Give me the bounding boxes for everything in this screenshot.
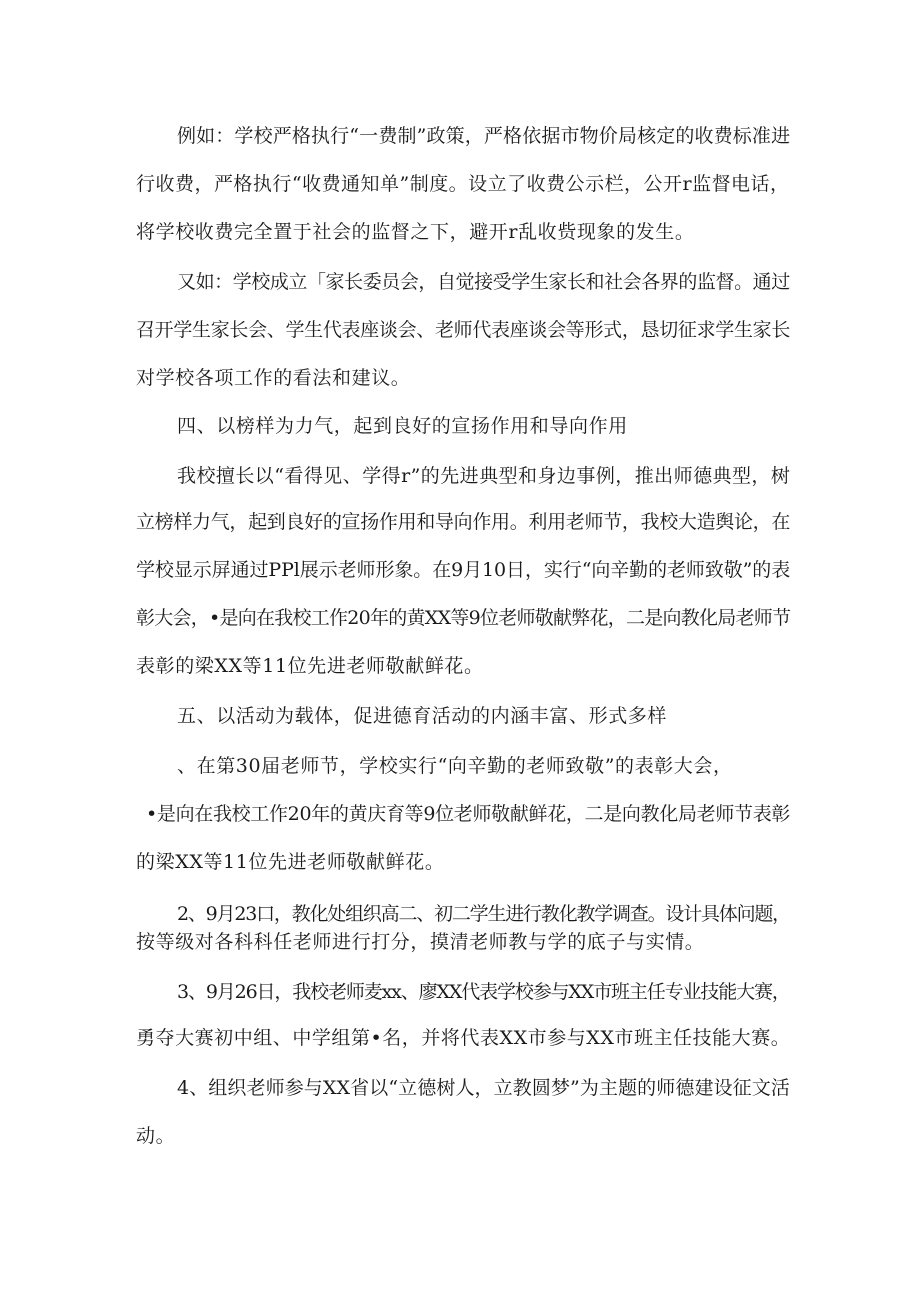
text-line: 2、9月23口，教化处组织高二、初二学生进行教化教学调查。设计具体问题， (177, 903, 790, 925)
text-line: •是向在我校工作20年的黄庆育等9位老师敬献鲜花，二是向教化局老师节表彰 (146, 803, 791, 825)
section-heading: 四、以榜样为力气，起到良好的宣扬作用和导向作用 (177, 415, 628, 437)
text-line: 勇夺大赛初中组、中学组第•名，并将代表XX市参与XX市班主任技能大赛。 (136, 1027, 791, 1049)
text-line: 3、9月26日，我校老师麦xx、廖XX代表学校参与XX市班主任专业技能大赛， (177, 981, 790, 1003)
text-line: 的梁XX等11位先进老师敬献鲜花。 (136, 851, 445, 873)
text-line: 4、组织老师参与XX省以“立德树人，立教圆梦”为主题的师德建设征文活 (177, 1077, 790, 1099)
text-line: 召开学生家长会、学生代表座谈会、老师代表座谈会等形式，恳切征求学生家长 (136, 319, 791, 341)
text-line: 、在第30届老师节，学校实行“向辛勤的老师致敬”的表彰大会， (177, 755, 733, 777)
text-line: 对学校各项工作的看法和建议。 (136, 367, 411, 389)
text-line: 又如：学校成立「家长委员会，自觉接受学生家长和社会各界的监督。通过 (177, 271, 790, 293)
text-line: 我校擅长以“看得见、学得r”的先进典型和身边事例，推出师德典型，树 (177, 465, 791, 487)
text-line: 表彰的梁XX等11位先进老师敬献鲜花。 (136, 655, 484, 677)
text-line: 学校显示屏通过PPl展示老师形象。在9月10日，实行“向辛勤的老师致敬”的表 (136, 559, 791, 581)
text-line: 动。 (136, 1125, 176, 1147)
section-heading: 五、以活动为载体，促进德育活动的内涵丰富、形式多样 (177, 705, 668, 727)
text-line: 将学校收费完全置于社会的监督之下，避开r乱收赀现象的发生。 (136, 221, 695, 243)
text-line: 按等级对各科科任老师进行打分，摸清老师教与学的底子与实情。 (136, 931, 705, 953)
text-line: 例如：学校严格执行“一费制”政策，严格依据市物价局核定的收费标准进 (177, 125, 791, 147)
text-line: 行收费，严格执行“收费通知单”制度。设立了收费公示栏，公开r监督电话， (136, 173, 790, 195)
text-line: 彰大会，•是向在我校工作20年的黄XX等9位老师敬献弊花，二是向教化局老师节 (136, 607, 791, 629)
text-line: 立榜样力气，起到良好的宣扬作用和导向作用。利用老师节，我校大造舆论，在 (136, 511, 791, 533)
